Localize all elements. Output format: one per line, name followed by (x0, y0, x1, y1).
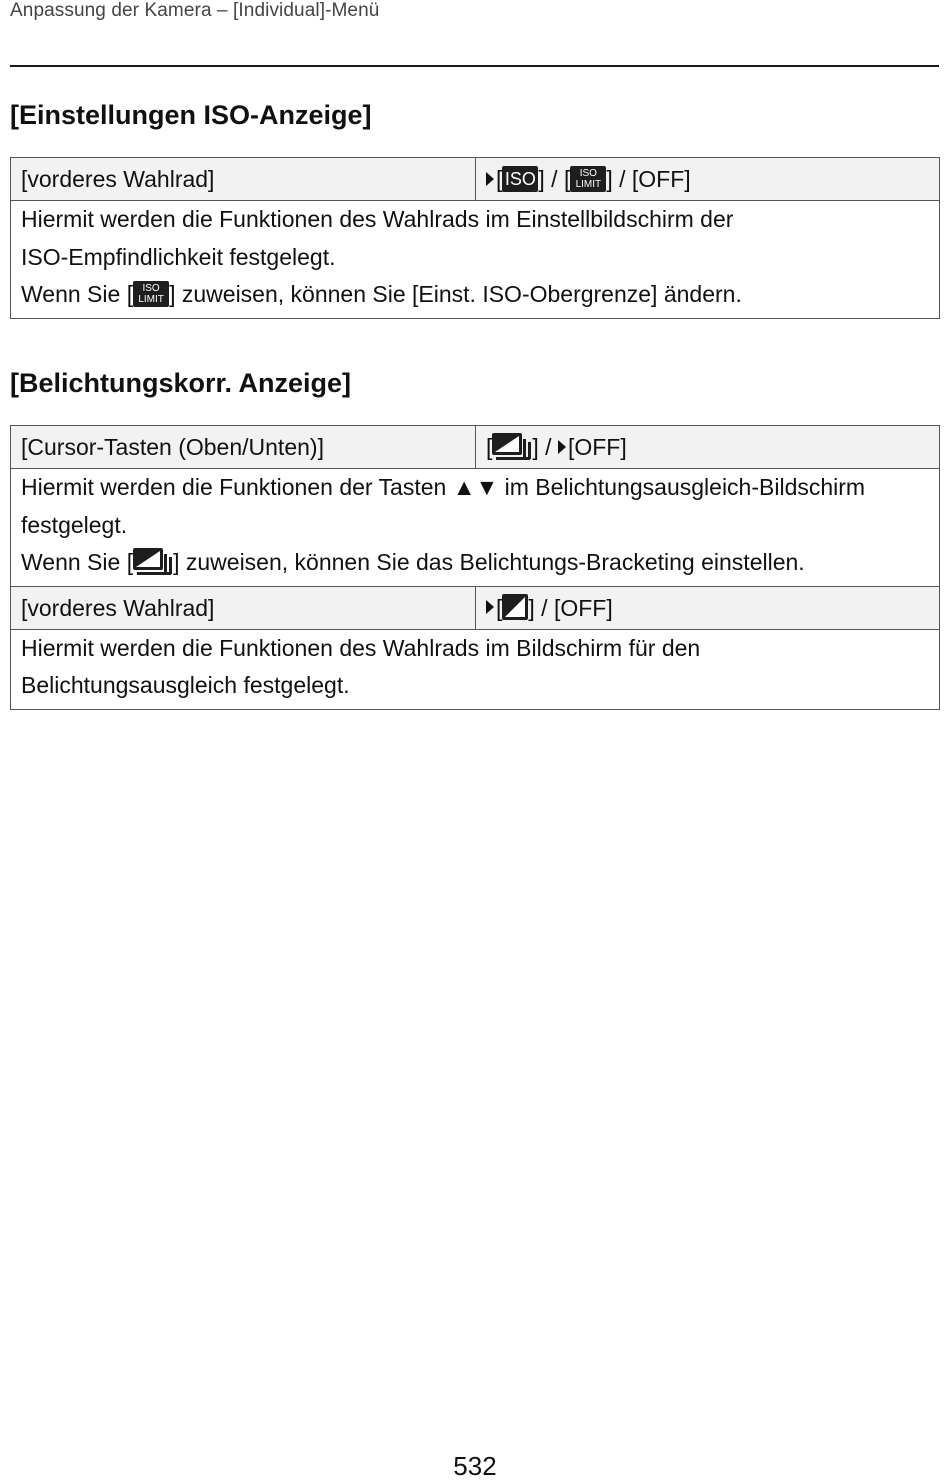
exposure-bracket-icon (133, 548, 173, 576)
table-row (11, 201, 940, 319)
default-marker-icon (558, 440, 566, 454)
section-title-exposure-display: [Belichtungskorr. Anzeige] (10, 368, 352, 398)
description-note (21, 276, 929, 314)
table-row (11, 426, 940, 469)
setting-values (476, 158, 940, 201)
description-line: Belichtungsausgleich festgelegt. (21, 672, 350, 698)
iso-limit-bottom: LIMIT (575, 178, 602, 190)
iso-limit-top: ISO (579, 167, 597, 179)
values-text: ] / [OFF] (528, 594, 613, 621)
table-row (11, 629, 940, 709)
iso-limit-bottom: LIMIT (138, 293, 164, 305)
iso-limit-icon (133, 281, 169, 307)
note-text: Wenn Sie [ (21, 281, 134, 307)
setting-description (11, 201, 940, 319)
iso-limit-icon (570, 166, 606, 192)
setting-values (476, 426, 940, 469)
values-text: ] / (532, 434, 558, 460)
exposure-display-table (10, 425, 940, 710)
values-text: ] / [ (538, 166, 571, 192)
description-line: Hiermit werden die Funktionen der Tasten ▲▼ im Belichtungsausgleich-Bildschirm (21, 474, 866, 500)
description-line: festgelegt. (21, 511, 128, 538)
values-text: [ (496, 594, 503, 621)
setting-name: [Cursor-Tasten (Oben/Unten)] (11, 426, 476, 469)
setting-name: [vorderes Wahlrad] (11, 158, 476, 201)
default-marker-icon (486, 600, 494, 614)
iso-display-table (10, 157, 940, 319)
values-text: [ (486, 434, 493, 460)
setting-description (11, 469, 940, 587)
setting-name: [vorderes Wahlrad] (11, 586, 476, 629)
values-text: [ (496, 166, 503, 192)
note-text: ] zuweisen, können Sie [Einst. ISO-Obergrenze] ändern. (169, 281, 742, 307)
note-text: ] zuweisen, können Sie das Belichtungs-Bracketing einstellen. (173, 549, 805, 575)
breadcrumb: Anpassung der Kamera – [Individual]-Menü (10, 0, 380, 21)
setting-description (11, 629, 940, 709)
description-line: ISO-Empfindlichkeit festgelegt. (21, 243, 336, 270)
setting-values (476, 586, 940, 629)
table-row (11, 469, 940, 587)
iso-limit-top: ISO (142, 282, 160, 294)
values-text: [OFF] (567, 434, 627, 460)
values-text: ] / [OFF] (606, 166, 691, 192)
exposure-bracket-icon (492, 433, 532, 461)
table-row (11, 586, 940, 629)
header-divider (10, 65, 939, 67)
table-row (11, 158, 940, 201)
exposure-compensation-icon (502, 594, 528, 620)
page-number: 532 (453, 1451, 497, 1481)
default-marker-icon (486, 172, 494, 186)
note-text: Wenn Sie [ (21, 549, 134, 575)
iso-icon: ISO (502, 166, 538, 192)
description-note (21, 544, 929, 582)
section-title-iso-display: [Einstellungen ISO-Anzeige] (10, 100, 372, 130)
description-line: Hiermit werden die Funktionen des Wahlrads im Bildschirm für den (21, 634, 701, 661)
description-line: Hiermit werden die Funktionen des Wahlrads im Einstellbildschirm der (21, 206, 734, 232)
